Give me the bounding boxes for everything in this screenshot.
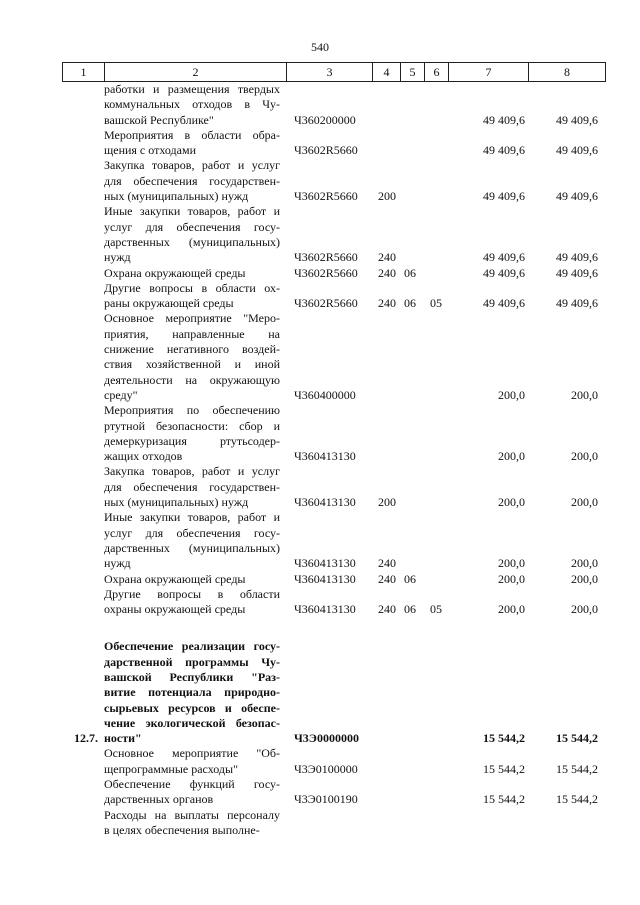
description-line: Мероприятия по обеспечению: [104, 403, 280, 418]
table-row: [0, 746, 640, 777]
table-row: [0, 158, 640, 204]
expense-type: 240: [378, 265, 396, 280]
target-code: Ч3Э0100000: [294, 761, 358, 776]
expense-type: 240: [378, 556, 396, 571]
target-code: Ч3602R5660: [294, 296, 358, 311]
row-description: [104, 510, 280, 571]
table-row: [0, 777, 640, 808]
row-description: [104, 311, 280, 403]
table-body: [0, 82, 640, 838]
target-code: Ч360413130: [294, 449, 356, 464]
target-code: Ч3Э0000000: [294, 731, 359, 746]
row-description: [104, 128, 280, 159]
amount-col-7: 49 409,6: [483, 296, 525, 311]
table-row: [0, 204, 640, 265]
table-row: [0, 639, 640, 746]
description-line: работки и размещения твердых: [104, 82, 280, 96]
amount-col-8: 200,0: [571, 571, 598, 586]
amount-col-8: 200,0: [571, 387, 598, 402]
row-description: [104, 281, 280, 312]
table-row: [0, 510, 640, 571]
description-line: Закупка товаров, работ и услуг: [104, 464, 280, 479]
description-line: Расходы на выплаты персоналу: [104, 807, 280, 822]
description-line: вашской Республике": [104, 112, 214, 127]
description-line: в целях обеспечения выполне-: [104, 822, 260, 837]
subsection: 05: [430, 602, 442, 617]
description-line: дарственных (муниципальных): [104, 540, 280, 555]
description-line: нужд: [104, 250, 131, 265]
description-line: сырьевых ресурсов и обеспе-: [104, 700, 280, 715]
amount-col-7: 200,0: [498, 495, 525, 510]
amount-col-7: 200,0: [498, 602, 525, 617]
target-code: Ч360413130: [294, 556, 356, 571]
description-line: снижение негативного воздей-: [104, 342, 280, 357]
description-line: дарственной программы Чу-: [104, 654, 280, 669]
description-line: ртутной безопасности: сбор и: [104, 418, 280, 433]
header-col-8: 8: [528, 63, 606, 81]
description-line: витие потенциала природно-: [104, 685, 280, 700]
amount-col-7: 15 544,2: [483, 792, 525, 807]
row-description: [104, 266, 280, 281]
section: 06: [404, 296, 416, 311]
description-line: Другие вопросы в области ох-: [104, 280, 280, 295]
amount-col-8: 15 544,2: [556, 761, 598, 776]
table-row: [0, 808, 640, 839]
description-line: Обеспечение функций госу-: [104, 777, 280, 792]
header-col-6: 6: [424, 63, 448, 81]
description-line: Основное мероприятие "Об-: [104, 746, 280, 761]
amount-col-8: 15 544,2: [556, 731, 598, 746]
amount-col-8: 15 544,2: [556, 792, 598, 807]
description-line: охраны окружающей среды: [104, 602, 246, 617]
description-line: щепрограммные расходы": [104, 761, 238, 776]
amount-col-7: 49 409,6: [483, 189, 525, 204]
section: 06: [404, 571, 416, 586]
description-line: ности": [104, 731, 142, 746]
amount-col-8: 49 409,6: [556, 296, 598, 311]
amount-col-7: 49 409,6: [483, 143, 525, 158]
description-line: демеркуризация ртутьсодер-: [104, 433, 280, 448]
page-number: 540: [311, 40, 329, 54]
description-line: для обеспечения государствен-: [104, 173, 280, 188]
description-line: дарственных органов: [104, 792, 214, 807]
description-line: приятия, направленные на: [104, 326, 280, 341]
table-row: [0, 82, 640, 128]
row-number: 12.7.: [74, 731, 98, 746]
amount-col-8: 200,0: [571, 449, 598, 464]
amount-col-7: 49 409,6: [483, 250, 525, 265]
row-description: [104, 587, 280, 618]
description-line: ных (муниципальных) нужд: [104, 189, 249, 204]
expense-type: 200: [378, 189, 396, 204]
description-line: Иные закупки товаров, работ и: [104, 204, 280, 219]
expense-type: 240: [378, 571, 396, 586]
header-col-5: 5: [400, 63, 424, 81]
header-col-7: 7: [448, 63, 528, 81]
header-col-2: 2: [104, 63, 286, 81]
description-line: нужд: [104, 556, 131, 571]
amount-col-7: 200,0: [498, 387, 525, 402]
description-line: Основное мероприятие "Меро-: [104, 311, 280, 326]
expense-type: 240: [378, 250, 396, 265]
description-line: Мероприятия в области обра-: [104, 127, 280, 142]
table-row: [0, 311, 640, 403]
expense-type: 200: [378, 495, 396, 510]
row-description: [104, 158, 280, 204]
row-description: [104, 746, 280, 777]
table-row: [0, 403, 640, 464]
target-code: Ч3602R5660: [294, 189, 358, 204]
header-col-3: 3: [286, 63, 372, 81]
description-line: для обеспечения государствен-: [104, 479, 280, 494]
amount-col-8: 200,0: [571, 495, 598, 510]
amount-col-8: 49 409,6: [556, 265, 598, 280]
description-line: ных (муниципальных) нужд: [104, 495, 249, 510]
table-row: [0, 266, 640, 281]
description-line: раны окружающей среды: [104, 296, 234, 311]
row-description: [104, 777, 280, 808]
description-line: услуг для обеспечения госу-: [104, 219, 280, 234]
description-line: щения с отходами: [104, 143, 196, 158]
table-row: [0, 572, 640, 587]
description-line: Охрана окружающей среды: [104, 571, 246, 586]
description-line: коммунальных отходов в Чу-: [104, 97, 280, 112]
description-line: среду": [104, 387, 138, 402]
amount-col-8: 49 409,6: [556, 143, 598, 158]
amount-col-7: 49 409,6: [483, 112, 525, 127]
description-line: услуг для обеспечения госу-: [104, 525, 280, 540]
target-code: Ч360413130: [294, 495, 356, 510]
header-col-1: 1: [62, 63, 104, 81]
description-line: чение экологической безопас-: [104, 715, 280, 730]
header-col-4: 4: [372, 63, 400, 81]
amount-col-8: 200,0: [571, 556, 598, 571]
table-row: [0, 587, 640, 618]
row-description: [104, 572, 280, 587]
description-line: Другие вопросы в области: [104, 586, 280, 601]
target-code: Ч3602R5660: [294, 143, 358, 158]
target-code: Ч360400000: [294, 387, 356, 402]
section: 06: [404, 265, 416, 280]
target-code: Ч3Э0100190: [294, 792, 358, 807]
target-code: Ч360200000: [294, 112, 356, 127]
table-header: [62, 62, 606, 82]
row-description: [104, 639, 280, 746]
row-description: [104, 204, 280, 265]
expense-type: 240: [378, 602, 396, 617]
description-line: ствия хозяйственной и иной: [104, 357, 280, 372]
amount-col-8: 49 409,6: [556, 250, 598, 265]
target-code: Ч360413130: [294, 602, 356, 617]
subsection: 05: [430, 296, 442, 311]
amount-col-8: 200,0: [571, 602, 598, 617]
amount-col-7: 200,0: [498, 449, 525, 464]
row-description: [104, 808, 280, 839]
amount-col-7: 15 544,2: [483, 761, 525, 776]
description-line: Закупка товаров, работ и услуг: [104, 158, 280, 173]
target-code: Ч360413130: [294, 571, 356, 586]
expense-type: 240: [378, 296, 396, 311]
section: 06: [404, 602, 416, 617]
description-line: жащих отходов: [104, 449, 183, 464]
target-code: Ч3602R5660: [294, 265, 358, 280]
description-line: деятельности на окружающую: [104, 372, 280, 387]
description-line: Иные закупки товаров, работ и: [104, 510, 280, 525]
description-line: вашской Республики "Раз-: [104, 669, 280, 684]
table-row: [0, 128, 640, 159]
table-row: [0, 464, 640, 510]
amount-col-7: 200,0: [498, 571, 525, 586]
row-description: [104, 403, 280, 464]
amount-col-7: 200,0: [498, 556, 525, 571]
description-line: Охрана окружающей среды: [104, 265, 246, 280]
amount-col-7: 15 544,2: [483, 731, 525, 746]
amount-col-8: 49 409,6: [556, 189, 598, 204]
row-description: [104, 82, 280, 128]
description-line: Обеспечение реализации госу-: [104, 639, 280, 654]
row-description: [104, 464, 280, 510]
amount-col-7: 49 409,6: [483, 265, 525, 280]
description-line: дарственных (муниципальных): [104, 234, 280, 249]
target-code: Ч3602R5660: [294, 250, 358, 265]
table-row: [0, 281, 640, 312]
amount-col-8: 49 409,6: [556, 112, 598, 127]
